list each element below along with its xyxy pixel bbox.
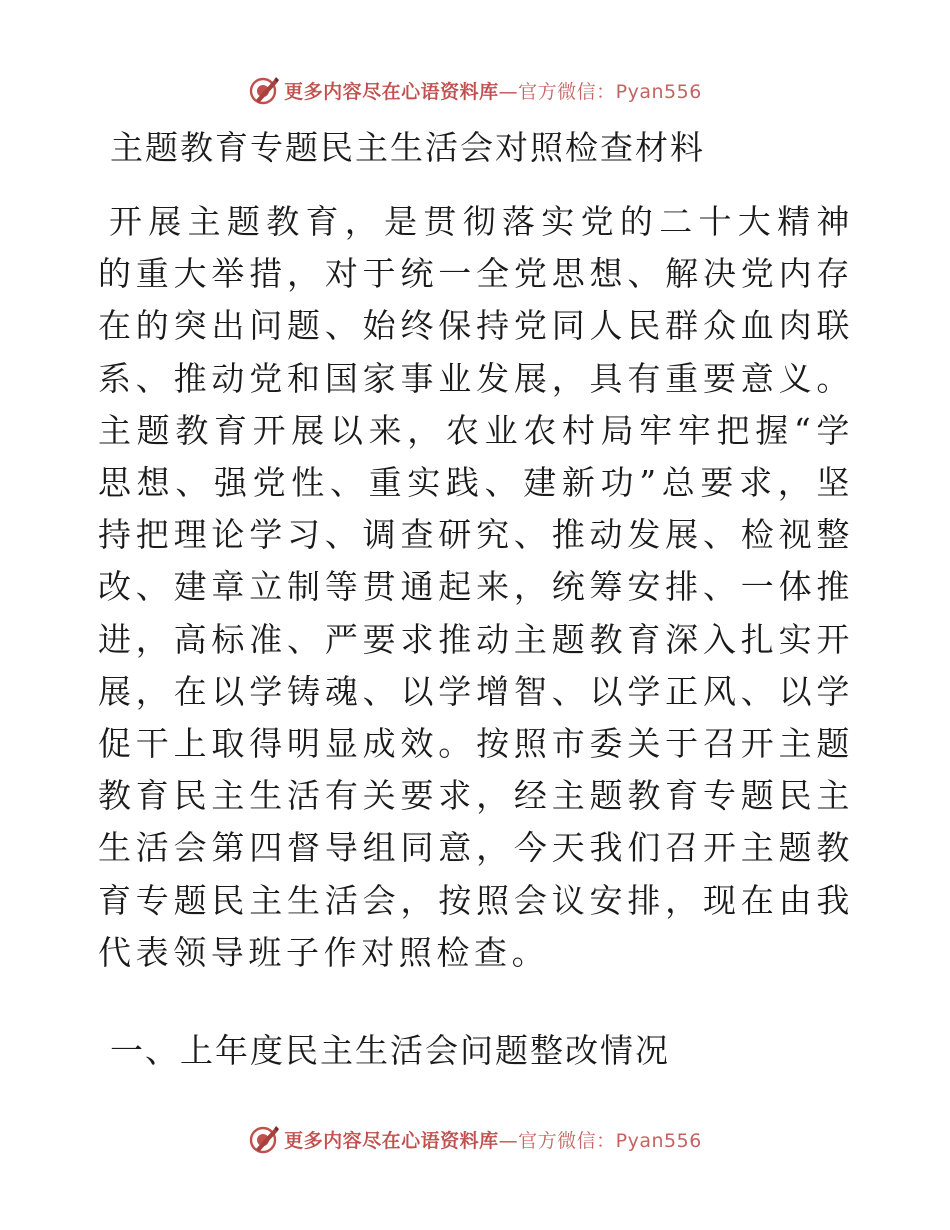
header-watermark-banner: [0, 70, 950, 110]
banner-title: 更多内容尽在心语资料库: [284, 80, 499, 103]
document-title: 主题教育专题民主生活会对照检查材料: [110, 128, 705, 167]
footer-watermark-banner: [0, 1119, 950, 1159]
body-paragraph: 开展主题教育，是贯彻落实党的二十大精神的重大举措，对于统一全党思想、解决党内存在的突出问题、始终保持党同人民群众血肉联系、推动党和国家事业发展，具有重要意义。主题教育开展以来，农业农村局牢牢把握“学思想、强党性、重实践、建新功”总要求，坚持把理论学习、调查研究、推动发展、检视整改、建章立制等贯通起来，统筹安排、一体推进，高标准、严要求推动主题教育深入扎实开展，在以学铸魂、以学增智、以学正风、以学促干上取得明显成效。按照市委关于召开主题教育民主生活有关要求，经主题教育专题民主生活会第四督导组同意，今天我们召开主题教育专题民主生活会，按照会议安排，现在由我代表领导班子作对照检查。: [98, 202, 854, 972]
banner-dash: —: [498, 1129, 519, 1152]
pen-on-circle-icon: [248, 74, 280, 106]
pen-on-circle-icon: [248, 1123, 280, 1155]
banner-title: 更多内容尽在心语资料库: [284, 1129, 499, 1152]
section-heading: 一、上年度民主生活会问题整改情况: [110, 1031, 670, 1070]
banner-text: [284, 1126, 702, 1153]
banner-dash: —: [498, 80, 519, 103]
banner-contact: 官方微信：Pyan556: [518, 1129, 702, 1152]
banner-text: [284, 77, 702, 104]
banner-contact: 官方微信：Pyan556: [518, 80, 702, 103]
